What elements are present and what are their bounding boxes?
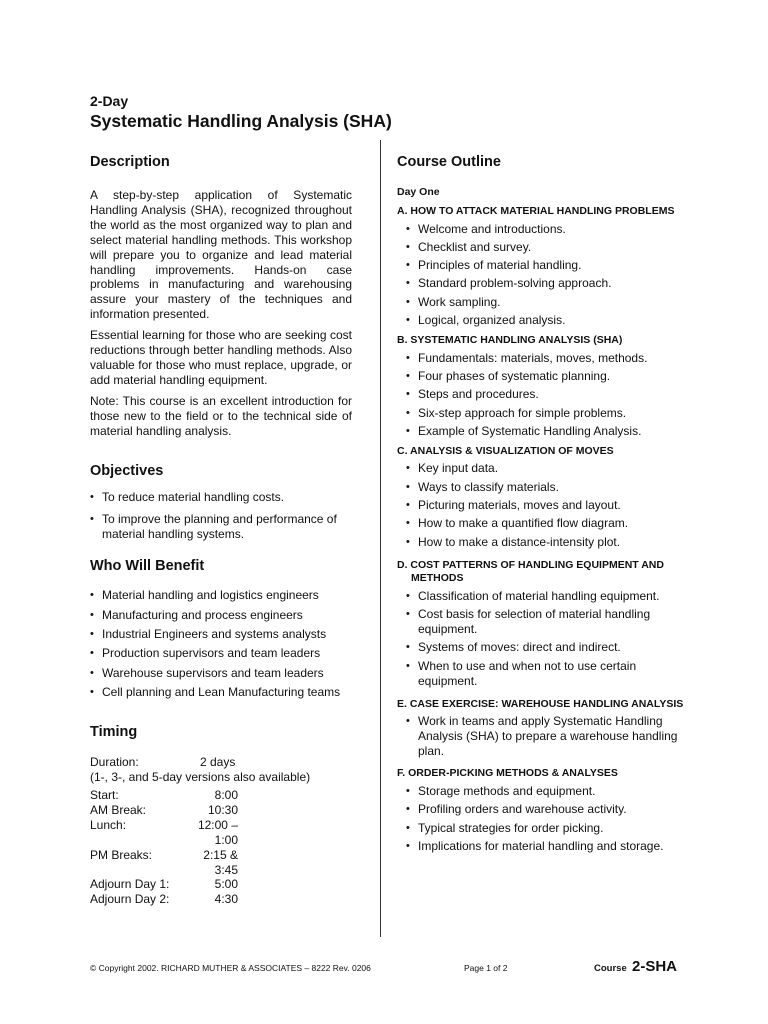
copyright-text: © Copyright 2002. RICHARD MUTHER & ASSOCIATES – 8222 Rev. 0206 (90, 963, 371, 973)
list-item: • Logical, organized analysis. (406, 313, 687, 328)
schedule-label: PM Breaks: (90, 847, 153, 862)
list-item: • Steps and procedures. (406, 387, 687, 402)
list-item: • Implications for material handling and storage. (406, 839, 687, 854)
section-title: A. HOW TO ATTACK MATERIAL HANDLING PROBLEMS (397, 205, 675, 217)
description-heading: Description (90, 154, 170, 170)
day-label: Day One (397, 186, 440, 198)
section-list (397, 784, 687, 854)
duration-row (90, 755, 352, 770)
list-item: • When to use and when not to use certain equipment. (406, 659, 687, 689)
list-item: • Profiling orders and warehouse activity. (406, 802, 687, 817)
section-list (397, 351, 687, 439)
right-column (397, 154, 687, 854)
schedule-label: Lunch: (90, 817, 127, 832)
timing-heading: Timing (90, 724, 138, 741)
duration-label: Duration: (90, 755, 139, 770)
list-item: • Fundamentals: materials, moves, methods. (406, 351, 687, 366)
schedule-label: Adjourn Day 2: (90, 892, 170, 907)
section-list (397, 589, 687, 689)
list-item: • Typical strategies for order picking. (406, 821, 687, 836)
list-item: • Standard problem-solving approach. (406, 276, 687, 291)
schedule-row (90, 818, 352, 848)
schedule-row (90, 877, 352, 892)
schedule-row (90, 788, 352, 803)
list-item: • Manufacturing and process engineers (90, 608, 352, 623)
objectives-list (90, 490, 352, 543)
list-item: • How to make a distance-intensity plot. (406, 535, 687, 550)
list-item: • Warehouse supervisors and team leaders (90, 666, 352, 681)
list-item: • Six-step approach for simple problems. (406, 406, 687, 421)
course-label: Course (594, 963, 627, 974)
list-item: • Cost basis for selection of material handling equipment. (406, 607, 687, 637)
who-will-benefit-list (90, 588, 352, 700)
duration-value: 2 days (200, 755, 236, 770)
page-number: Page 1 of 2 (464, 963, 508, 973)
section-title: B. SYSTEMATIC HANDLING ANALYSIS (SHA) (397, 334, 623, 347)
section-list (397, 461, 687, 549)
schedule-row (90, 848, 352, 878)
list-item: • Picturing materials, moves and layout. (406, 498, 687, 513)
list-item: • Work in teams and apply Systematic Handling Analysis (SHA) to prepare a warehouse handling plan. (406, 714, 687, 759)
timing-block (90, 755, 352, 907)
schedule-time: 5:00 (214, 877, 238, 892)
course-outline-heading: Course Outline (397, 154, 501, 170)
description-note: Note: This course is an excellent introduction for those new to the field or to the technical side of material handling analysis. (90, 393, 352, 438)
list-item: • To improve the planning and performance of material handling systems. (90, 512, 352, 542)
section-list (397, 714, 687, 759)
who-will-benefit-heading: Who Will Benefit (90, 558, 205, 575)
course-code: 2-SHA (632, 958, 678, 975)
list-item: • Systems of moves: direct and indirect. (406, 640, 687, 655)
schedule-label: Adjourn Day 1: (90, 877, 170, 892)
list-item: • Classification of material handling equipment. (406, 589, 687, 604)
schedule-label: Start: (90, 787, 119, 802)
description-paragraph: Essential learning for those who are seeking cost reductions through better handling methods. Also valuable for those who must replace, upgrade, or add material handling equipment. (90, 328, 352, 387)
section-title: C. ANALYSIS & VISUALIZATION OF MOVES (397, 444, 614, 457)
list-item: • Example of Systematic Handling Analysis. (406, 424, 687, 439)
list-item: • Cell planning and Lean Manufacturing teams (90, 685, 352, 700)
section-title: D. COST PATTERNS OF HANDLING EQUIPMENT AND METHODS (397, 558, 664, 585)
schedule-row (90, 892, 352, 907)
list-item: • Material handling and logistics engineers (90, 588, 352, 603)
list-item: • Storage methods and equipment. (406, 784, 687, 799)
list-item: • Industrial Engineers and systems analysts (90, 627, 352, 642)
schedule-time: 4:30 (214, 892, 238, 907)
schedule-time: 8:00 (214, 787, 238, 802)
section-title: F. ORDER-PICKING METHODS & ANALYSES (397, 767, 618, 780)
list-item: • Work sampling. (406, 295, 687, 310)
list-item: • Checklist and survey. (406, 240, 687, 255)
section-list (397, 222, 687, 328)
course-duration-heading: 2-Day (90, 93, 129, 109)
schedule-row (90, 803, 352, 818)
list-item: • Four phases of systematic planning. (406, 369, 687, 384)
schedule-table (90, 788, 352, 907)
versions-note: (1-, 3-, and 5-day versions also available) (90, 770, 311, 785)
page-title: Systematic Handling Analysis (SHA) (90, 111, 392, 131)
schedule-time: 10:30 (207, 802, 238, 817)
column-divider (380, 140, 381, 937)
list-item: • Ways to classify materials. (406, 480, 687, 495)
schedule-time: 12:00 – 1:00 (197, 817, 238, 847)
list-item: • To reduce material handling costs. (90, 490, 352, 505)
description-paragraph: A step-by-step application of Systematic Handling Analysis (SHA), recognized throughout the world as the most organized way to plan and select material handling methods. This workshop will prepare you to organize and lead material handling improvements. Hands-on case problems in manufacturing and warehousing assure your mastery of the techniques and information presented. (90, 188, 352, 322)
list-item: • Welcome and introductions. (406, 222, 687, 237)
schedule-time: 2:15 & 3:45 (203, 847, 238, 877)
schedule-label: AM Break: (90, 802, 147, 817)
list-item: • How to make a quantified flow diagram. (406, 516, 687, 531)
list-item: • Key input data. (406, 461, 687, 476)
section-title: E. CASE EXERCISE: WAREHOUSE HANDLING ANALYSIS (397, 697, 684, 710)
left-column (90, 154, 352, 907)
list-item: • Production supervisors and team leaders (90, 646, 352, 661)
objectives-heading: Objectives (90, 462, 164, 479)
list-item: • Principles of material handling. (406, 258, 687, 273)
